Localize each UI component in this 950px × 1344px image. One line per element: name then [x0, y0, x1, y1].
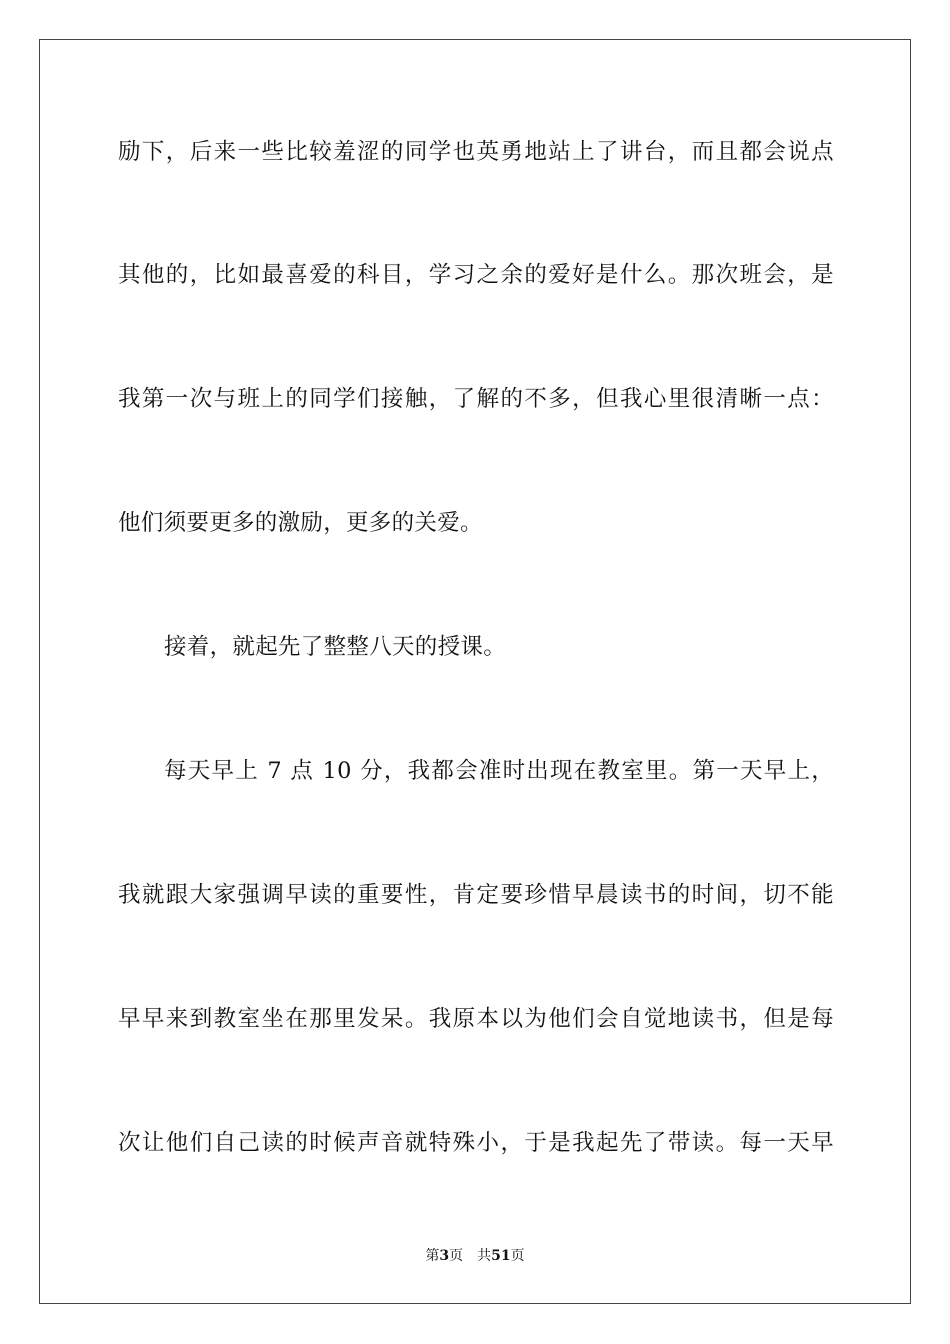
- footer-page-suffix: 页: [449, 1248, 464, 1264]
- body-line-9: 次让他们自己读的时候声音就特殊小，于是我起先了带读。每一天早: [118, 1130, 834, 1156]
- footer-page-number: 3: [439, 1248, 450, 1264]
- footer-total-number: 51: [491, 1248, 511, 1264]
- page-footer: [0, 1247, 950, 1265]
- body-line-5: 接着，就起先了整整八天的授课。: [164, 634, 507, 660]
- body-line-8: 早早来到教室坐在那里发呆。我原本以为他们会自觉地读书，但是每: [118, 1006, 834, 1032]
- footer-page-prefix: 第: [425, 1248, 440, 1264]
- body-line-2: 其他的，比如最喜爱的科目，学习之余的爱好是什么。那次班会，是: [118, 262, 834, 288]
- body-line-4: 他们须要更多的激励，更多的关爱。: [118, 510, 483, 536]
- body-line-3: 我第一次与班上的同学们接触，了解的不多，但我心里很清晰一点：: [118, 386, 834, 412]
- footer-total-suffix: 页: [510, 1248, 525, 1264]
- footer-total-prefix: 共: [477, 1248, 492, 1264]
- body-line-1: 励下，后来一些比较羞涩的同学也英勇地站上了讲台，而且都会说点: [118, 139, 834, 165]
- body-line-6: 每天早上 7 点 10 分，我都会准时出现在教室里。第一天早上，: [164, 758, 834, 784]
- body-line-7: 我就跟大家强调早读的重要性，肯定要珍惜早晨读书的时间，切不能: [118, 882, 834, 908]
- page-frame: [39, 39, 911, 1304]
